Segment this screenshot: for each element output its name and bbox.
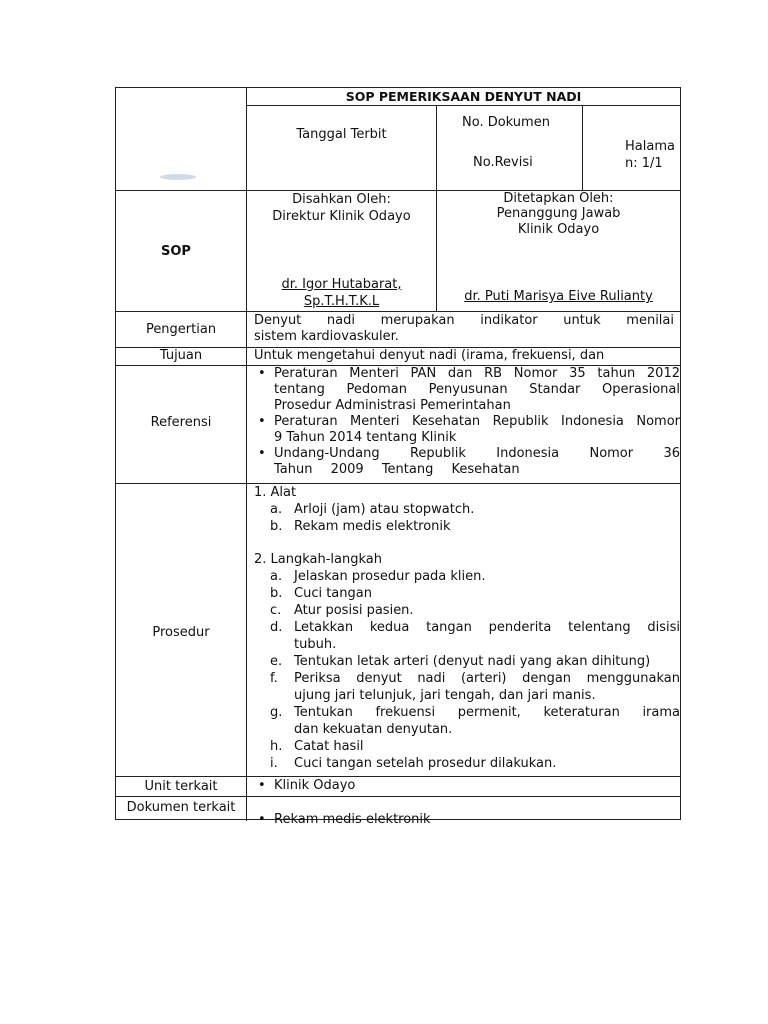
halaman-label: Halaman: 1/1 <box>625 139 675 171</box>
disahkan-role: Direktur Klinik Odayo <box>272 209 411 224</box>
prosedur-step <box>254 602 680 619</box>
disahkan-heading: Disahkan Oleh: <box>292 192 391 207</box>
tujuan-text: Untuk mengetahui denyut nadi (irama, frekuensi, dan <box>254 348 605 363</box>
pengertian-line-2: sistem kardiovaskuler. <box>254 329 399 344</box>
prosedur-label: Prosedur <box>152 625 210 640</box>
referensi-label: Referensi <box>150 415 212 430</box>
referensi-line: • Undang-Undang Republik Indonesia Nomor 36 <box>274 446 680 461</box>
step-line: Atur posisi pasien. <box>294 603 414 618</box>
sop-document <box>115 87 681 827</box>
prosedur-step <box>254 653 680 670</box>
logo-smudge <box>160 174 196 180</box>
prosedur-step <box>254 704 680 738</box>
step-label: d. <box>270 620 283 635</box>
step-label: f. <box>270 671 278 686</box>
pengertian-label: Pengertian <box>145 322 217 337</box>
step-line: ujung jari telunjuk, jari tengah, dan jari manis. <box>294 688 596 703</box>
step-line: tubuh. <box>294 637 337 652</box>
unit-terkait-item: • Klinik Odayo <box>254 777 674 794</box>
step-label: e. <box>270 654 283 669</box>
step-line: Arloji (jam) atau stopwatch. <box>294 502 475 517</box>
unit-terkait-label: Unit terkait <box>144 779 218 794</box>
step-label: b. <box>270 586 283 601</box>
step-label: g. <box>270 705 283 720</box>
step-line: Tentukan frekuensi permenit, keteraturan irama <box>294 705 680 720</box>
step-line: Tentukan letak arteri (denyut nadi yang akan dihitung) <box>294 654 651 669</box>
step-label: a. <box>270 502 283 517</box>
title-divider <box>246 105 680 106</box>
ditetapkan-org: Klinik Odayo <box>517 222 600 237</box>
ditetapkan-heading: Ditetapkan Oleh: <box>503 191 614 206</box>
prosedur-step <box>254 619 680 653</box>
ditetapkan-name: dr. Puti Marisya Eive Rulianty <box>464 289 653 304</box>
referensi-line: Prosedur Administrasi Pemerintahan <box>274 398 511 413</box>
step-label: i. <box>270 756 278 771</box>
prosedur-step <box>254 755 680 772</box>
tujuan-label: Tujuan <box>159 348 203 363</box>
referensi-item <box>254 446 680 478</box>
step-line: dan kekuatan denyutan. <box>294 722 453 737</box>
step-line: Cuci tangan setelah prosedur dilakukan. <box>294 756 557 771</box>
row-divider-sop <box>116 311 680 312</box>
prosedur-step <box>254 518 680 535</box>
row-divider-unit <box>116 796 680 797</box>
document-title: SOP PEMERIKSAAN DENYUT NADI <box>345 89 582 104</box>
disahkan-name: dr. Igor Hutabarat, <box>281 277 402 292</box>
step-label: b. <box>270 519 283 534</box>
step-line: Cuci tangan <box>294 586 372 601</box>
prosedur-step <box>254 738 680 755</box>
prosedur-step <box>254 585 680 602</box>
step-line: Jelaskan prosedur pada klien. <box>294 569 486 584</box>
header-divider-2 <box>582 105 583 190</box>
step-label: a. <box>270 569 283 584</box>
disahkan-title: Sp.T.H.T.K.L <box>303 294 380 309</box>
prosedur-step <box>254 568 680 585</box>
dokumen-terkait-item: • Rekam medis elektronik <box>254 811 674 828</box>
step-label: h. <box>270 739 283 754</box>
referensi-line: • Peraturan Menteri Kesehatan Republik Indonesia Nomor <box>274 414 680 429</box>
tanggal-terbit-label: Tanggal Terbit <box>296 127 387 142</box>
no-revisi-label: No.Revisi <box>473 155 533 170</box>
pengertian-line-1: Denyut nadi merupakan indikator untuk menilai <box>254 313 674 328</box>
step-line: Letakkan kedua tangan penderita telentang disisi <box>294 620 680 635</box>
no-dokumen-label: No. Dokumen <box>462 115 550 130</box>
step-line: Rekam medis elektronik <box>294 519 451 534</box>
referensi-line: Tahun 2009 Tentang Kesehatan <box>274 462 520 477</box>
prosedur-step <box>254 670 680 704</box>
referensi-line: 9 Tahun 2014 tentang Klinik <box>274 430 457 445</box>
referensi-list <box>254 366 680 478</box>
prosedur-step <box>254 501 680 518</box>
step-label: c. <box>270 603 282 618</box>
referensi-item <box>254 414 680 446</box>
referensi-line: tentang Pedoman Penyusunan Standar Operasional <box>274 382 680 397</box>
dokumen-terkait-label: Dokumen terkait <box>126 800 236 815</box>
step-line: Catat hasil <box>294 739 364 754</box>
referensi-item <box>254 366 680 414</box>
alat-heading: 1. Alat <box>254 485 297 500</box>
prosedur-body <box>254 484 680 772</box>
referensi-line: • Peraturan Menteri PAN dan RB Nomor 35 tahun 2012 <box>274 366 680 381</box>
sop-label: SOP <box>161 244 191 259</box>
langkah-heading: 2. Langkah-langkah <box>254 552 383 567</box>
step-line: Periksa denyut nadi (arteri) dengan menggunakan <box>294 671 680 686</box>
ditetapkan-role: Penanggung Jawab <box>496 206 621 221</box>
